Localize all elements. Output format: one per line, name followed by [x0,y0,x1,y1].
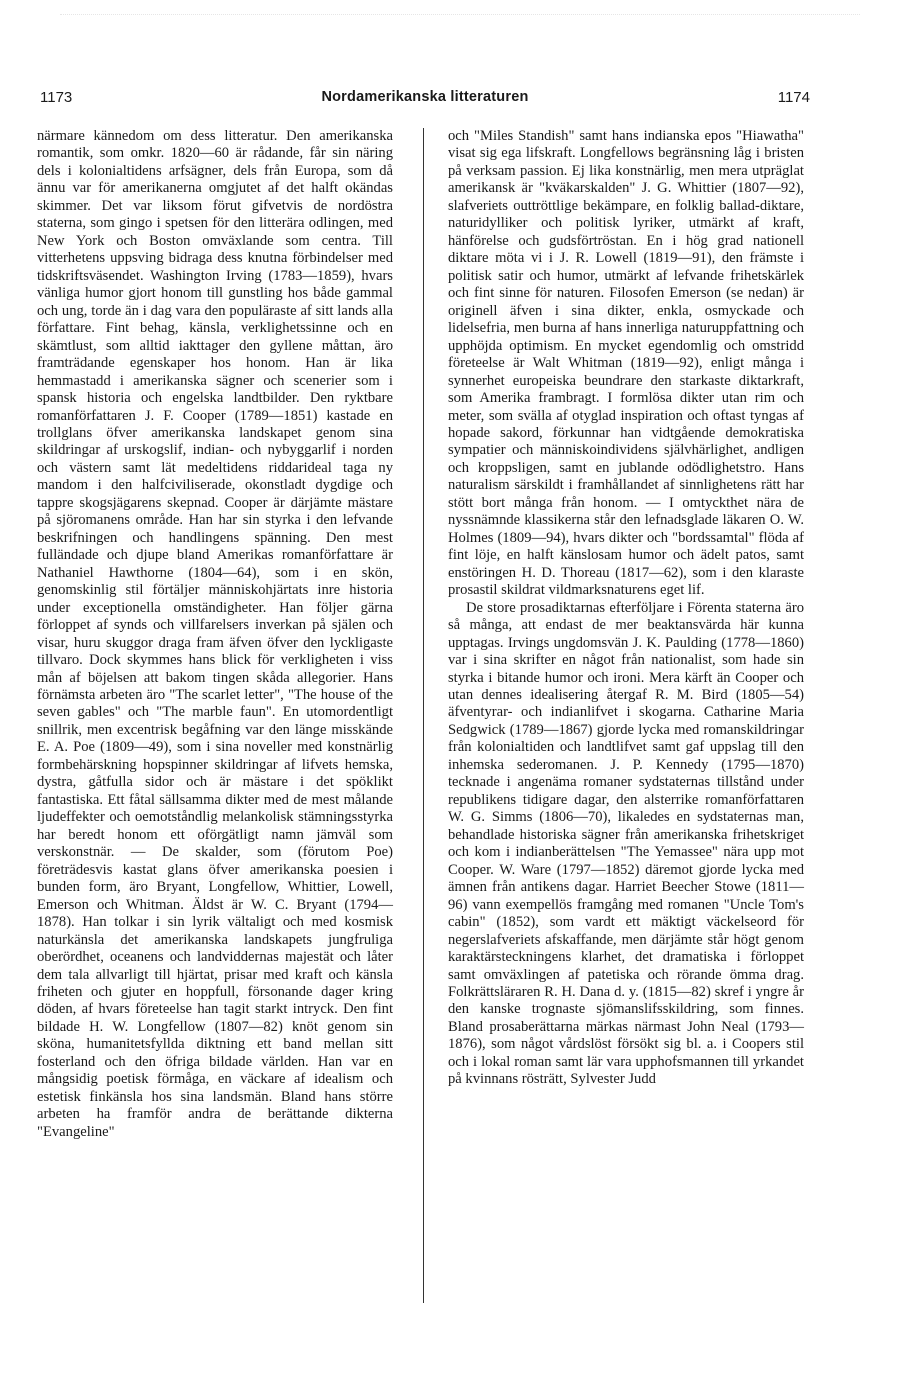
page-header [40,89,810,109]
scan-edge-noise [60,14,860,16]
page-number-right: 1174 [777,89,810,106]
right-paragraph-2: De store prosadiktarnas efterföljare i Förenta staterna äro så många, att endast de mer beaktansvärda här kunna upptagas. Irvings ungdomsvän J. K. Paulding (1778—1860) var i sina skrifter en något från nationalist, som hade sin styrka i bitande humor och ironi. Mera kärft än Cooper och utan dennes idealisering återgaf R. M. Bird (1805—54) äfventyrar- och indianlifvet i skogarna. Catharine Maria Sedgwick (1789—1867) gjorde lycka med romanskildringar från kolonialtiden och landtlifvet samt gaf uppslag till den inhemska sederomanen. J. P. Kennedy (1795—1870) tecknade i angenäma romaner sydstaternas tillstånd under republikens tidigare dagar, den alsterrike romanförfattaren W. G. Simms (1806—70), likaledes en sydstaternas man, behandlade historiska sägner från amerikanska frihetskriget och kom i indianberättelsen "The Yemassee" nära upp mot Cooper. W. Ware (1797—1852) däremot gjorde lycka med ämnen från antikens dagar. Harriet Beecher Stowe (1811—96) vann exempellös framgång med romanen "Uncle Tom's cabin" (1852), som vardt ett mäktigt väckelseord för negerslafveriets afskaffande, men därjämte står högt genom karaktärsteckningens klarhet, det dramatiska i förloppet samt omväxlingen af patetiska och rörande ömma drag. Folkrättsläraren R. H. Dana d. y. (1815—82) skref i yngre år den kanske trognaste sjömanslifsskildring, som finnes. Bland prosaberättarna märkas närmast John Neal (1793—1876), som något vårdslöst försökt sig bl. a. i Coopers stil och i lokal roman samt lär vara upphofsmannen till yrkandet på kvinnans rösträtt, Sylvester Judd [448,599,804,1088]
left-column [37,128,393,1141]
page-title: Nordamerikanska litteraturen [321,89,529,105]
right-column [448,128,804,1089]
page-number-left: 1173 [40,89,73,106]
right-paragraph-1: och "Miles Standish" samt hans indianska epos "Hiawatha" visat sig ega lifskraft. Longfellows begränsning låg i bristen på verksam passion. Ej lika konstnärlig, men mera utpräglat amerikansk är "kväkarskalden" J. G. Whittier (1807—92), slafveriets outtröttlige bekämpare, en folklig ballad-diktare, naturidylliker och politisk lyriker, utmärkt af kraft, hänförelse och gudsförtröstan. En i hög grad nationell diktare möta vi i J. R. Lowell (1819—91), den främste i politisk satir och humor, utmärkt af lefvande frihetskärlek och fint sinne för naturen. Filosofen Emerson (se nedan) är originell äfven i sina dikter, enkla, osmyckade och lidelsefria, men burna af hans innerliga naturuppfattning och upphöjda optimism. En mycket egendomlig och omstridd företeelse är Walt Whitman (1819—92), enligt många i synnerhet europeiska beundrare den starkaste diktarkraft, som Amerika frambragt. I formlösa dikter utan rim och meter, som svälla af otyglad inspiration och oftast tyngas af hopade sakord, förkunnar han vidtgående demokratiska sympatier och människoindividens självhärlighet, andligen och kroppsligen, samt en jublande odödlighetstro. Hans naturalism särskildt i framhållandet af sinnlighetens rätt har stött bort många från honom. — I omtyckthet nära de nyssnämnde klassikerna står den lefnadsglade läkaren O. W. Holmes (1809—94), hvars dikter och "bordssamtal" flöda af fint löje, en halft känslosam humor och ädelt patos, samt enstöringen H. D. Thoreau (1817—62), som i den klaraste prosastil skildrat vildmarksnaturens eget lif. [448,128,804,599]
left-paragraph-1: närmare kännedom om dess litteratur. Den amerikanska romantik, som omkr. 1820—60 är rådande, får sin näring dels i kolonialtidens arfsägner, dels från Europa, som då ännu var för amerikanerna omgjutet af det halft okändas skimmer. Det var liksom förut gifvetvis de nordöstra staterna, som gingo i spetsen för den litterära odlingen, med New York och Boston omväxlande som centra. Till vitterhetens uppsving bidraga dess knutna förbindelser med tidskriftsväsendet. Washington Irving (1783—1859), hvars vänliga humor gjort honom till gunstling hos både gammal och ung, torde än i dag vara den populäraste af sitt lands alla författare. Fint behag, känsla, verklighetssinne och en skämtlust, som alltid iakttager den gyllene måttan, äro framträdande egenskaper hos honom. Han är lika hemmastadd i amerikanska sägner och scenerier som i spansk historia och engelska landtbilder. Den ryktbare romanförfattaren J. F. Cooper (1789—1851) kastade en trollglans öfver amerikanska landskapet genom sina skildringar af urskogslif, indian- och nybyggarlif i norden och västern samt lät medeltidens riddarideal taga ny mandom i den halfciviliserade, okonstladt dygdige och tappre skogsjägarens skepnad. Cooper är därjämte mästare på sjöromanens område. Han har sin styrka i den lefvande beskrifningen och handlingens spänning. Den mest fulländade och djupe bland Amerikas romanförfattare är Nathaniel Hawthorne (1804—64), som i en skön, genomskinlig stil förtäljer människohjärtats inre historia under exceptionella omständigheter. Han följer gärna förloppet af synds och villfarelsers inverkan på själen och visar, huru skuggor draga fram äfven öfver den lyckligaste tillvaro. Dock skymmes hans blick för verkligheten i viss mån af böjelsen att bakom tingen skåda allegorier. Hans förnämsta arbeten äro "The scarlet letter", "The house of the seven gables" och "The marble faun". En utomordentligt snillrik, men excentrisk begåfning var den länge misskände E. A. Poe (1809—49), som i sina noveller med konstnärlig formbehärskning hopspinner skildringar af lifvets hemska, dystra, gåtfulla sidor och är mästare i det spöklikt fantastiska. Ett fåtal sällsamma dikter med de mest målande ljudeffekter och oemotståndlig melankolisk stämningsstyrka har beredt honom ett oförgätligt namn jämväl som verskonstnär. — De skalder, som (förutom Poe) företrädesvis kastat glans öfver amerikanska poesien i bunden form, äro Bryant, Longfellow, Whittier, Lowell, Emerson och Whitman. Äldst är W. C. Bryant (1794—1878). Han tolkar i sin lyrik vältaligt och med kosmisk naturkänsla det amerikanska landskapets jungfruliga oberördhet, oceanens och landviddernas majestät och låter dem tala allvarligt till hjärtat, prisar med kraft och känsla friheten och gjuter en hoppfull, försonande dager kring döden, af hvars företeelse han tagit starkt intryck. Den fint bildade H. W. Longfellow (1807—82) knöt genom sin sköna, humanitetsfyllda diktning ett band mellan sitt fosterland och den öfriga bildade världen. Han var en mångsidig poetisk förmåga, en väckare af idealism och estetisk finkänsla hos sina landsmän. Bland hans större arbeten ha framför andra de berättande dikterna "Evangeline" [37,128,393,1140]
column-divider [423,128,424,1303]
